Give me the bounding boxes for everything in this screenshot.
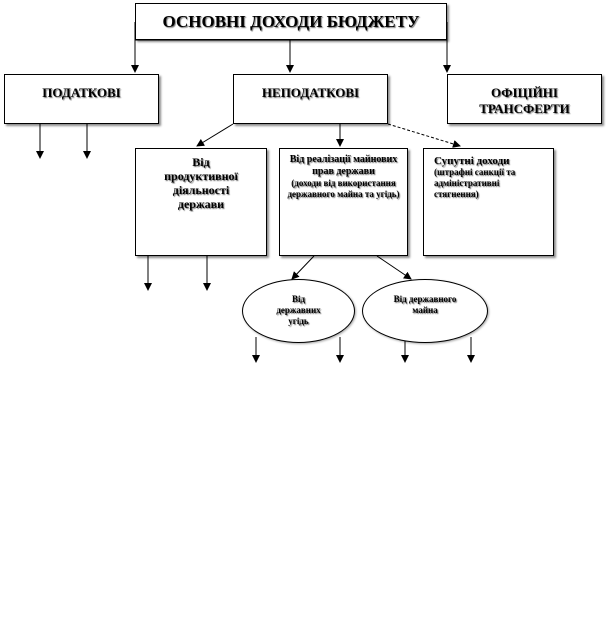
nontax-property-rights-note: (доходи від використання державного майна та угідь): [287, 178, 400, 199]
category-nontax-label: НЕПОДАТКОВІ: [261, 85, 360, 100]
tax-arrows: [40, 124, 87, 158]
diagram-title: [135, 3, 447, 40]
property-lands-oval: [242, 279, 355, 343]
nontax-property-rights: [279, 148, 408, 256]
property-lands-label: Від державних угідь: [276, 294, 321, 326]
category-transfers: [447, 74, 602, 124]
nontax-related-note: (штрафні санкції та адміністративні стягнення): [434, 167, 516, 199]
productive-arrows: [148, 256, 207, 290]
nontax-arrows: [197, 124, 460, 146]
nontax-property-rights-title: Від реалізації майнових прав держави: [289, 154, 398, 177]
category-tax-label: ПОДАТКОВІ: [42, 85, 121, 100]
property-arrows: [292, 256, 411, 279]
category-transfers-label: ОФІЦІЙНІ ТРАНСФЕРТИ: [479, 85, 570, 116]
category-tax: [4, 74, 159, 124]
diagram-title-text: ОСНОВНІ ДОХОДИ БЮДЖЕТУ: [162, 12, 420, 31]
property-assets-label: Від державного майна: [393, 294, 457, 315]
nontax-related: [423, 148, 554, 256]
nontax-productive-label: Від продуктивної діяльності держави: [164, 155, 238, 211]
category-nontax: [233, 74, 388, 124]
nontax-productive: [135, 148, 267, 256]
nontax-related-title: Супутні доходи: [434, 155, 510, 167]
property-assets-oval: [362, 279, 488, 343]
